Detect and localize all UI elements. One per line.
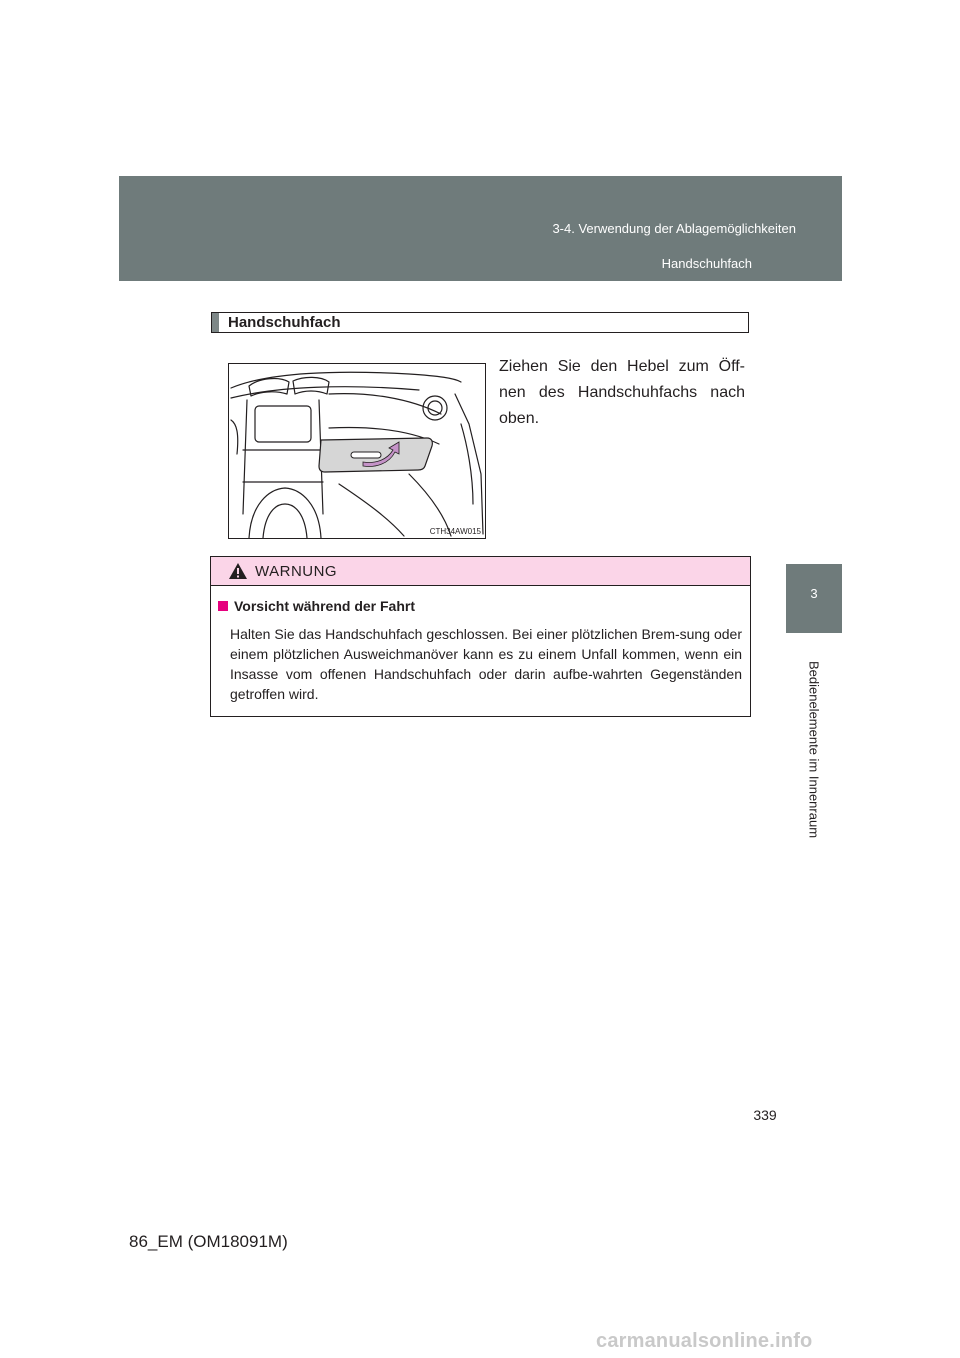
chapter-side-label xyxy=(800,642,828,842)
dashboard-drawing xyxy=(229,364,485,538)
header-chapter: 3-4. Verwendung der Ablagemöglichkeiten xyxy=(552,221,796,236)
chapter-side-label-text: Bedienelemente im Innenraum xyxy=(806,660,822,839)
warning-box xyxy=(210,556,751,717)
chapter-tab-number: 3 xyxy=(810,586,818,601)
warning-title: WARNUNG xyxy=(255,563,338,580)
chapter-tab xyxy=(786,564,842,633)
section-title-box xyxy=(211,312,749,333)
warning-triangle-icon xyxy=(228,562,248,580)
instruction-text: Ziehen Sie den Hebel zum Öff-nen des Handschuhfachs nach oben. xyxy=(499,358,745,427)
figure-code: CTH34AW015 xyxy=(429,527,481,536)
warning-subtitle: Vorsicht während der Fahrt xyxy=(234,598,415,614)
document-code: 86_EM (OM18091M) xyxy=(129,1232,288,1251)
bullet-square-icon xyxy=(218,601,228,611)
header-band xyxy=(119,176,842,281)
warning-subtitle-row xyxy=(218,598,415,614)
warning-header xyxy=(211,557,750,586)
warning-text: Halten Sie das Handschuhfach geschlossen. Bei einer plötzlichen Brem-sung oder einem plötzlichen Ausweichmanöver kann es zu einem Unfall kommen, wenn ein Insasse vom offenen Handschuhfach oder darin aufbe-wahrten Gegenständen getroffen wird. xyxy=(230,626,742,702)
section-title: Handschuhfach xyxy=(228,314,341,331)
page-number: 339 xyxy=(753,1107,777,1123)
header-section: Handschuhfach xyxy=(661,256,752,271)
section-title-bar xyxy=(212,313,219,332)
glovebox-illustration xyxy=(228,363,486,539)
watermark: carmanualsonline.info xyxy=(596,1330,813,1352)
